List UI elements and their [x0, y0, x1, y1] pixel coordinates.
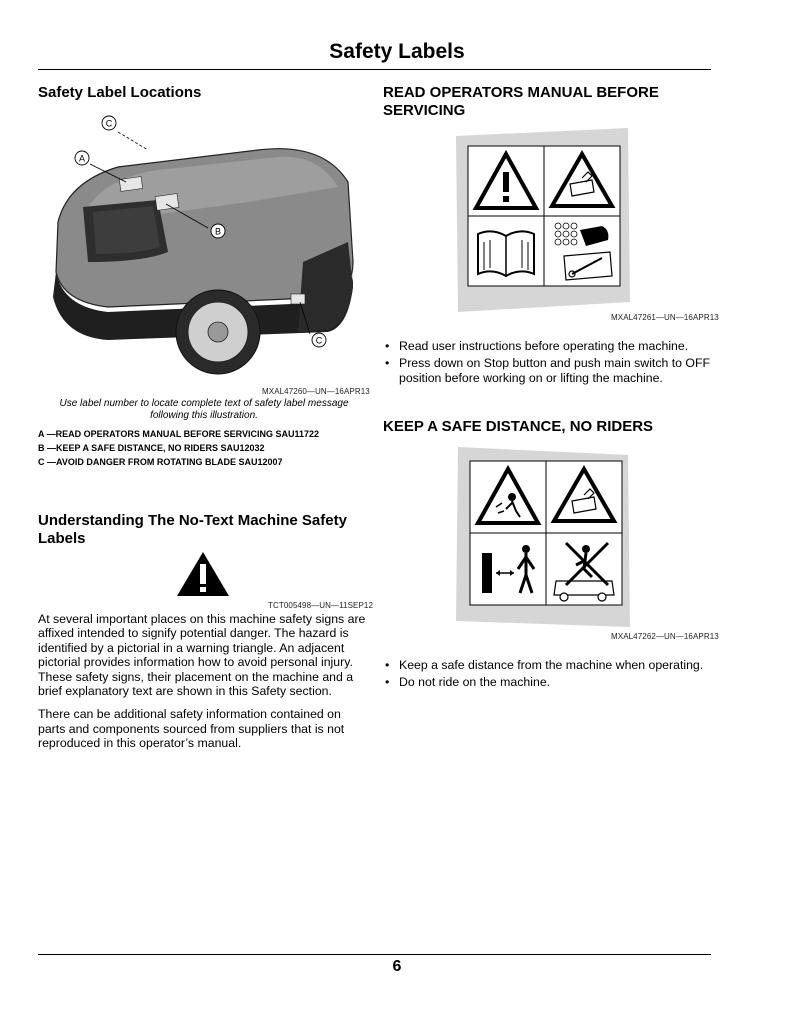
- figure-code-1: MXAL47260—UN—16APR13: [262, 387, 370, 396]
- legend-item-a: A —READ OPERATORS MANUAL BEFORE SERVICING SAU11722: [38, 429, 320, 439]
- callout-c-side-label: C: [315, 335, 323, 346]
- mower-illustration: [48, 112, 358, 387]
- safe-distance-bullet-1: • Keep a safe distance from the machine when operating.: [383, 658, 713, 673]
- label-legend: [38, 427, 368, 469]
- read-manual-bullets: [383, 339, 713, 388]
- page-title: Safety Labels: [329, 40, 465, 63]
- footer-rule: [38, 954, 711, 955]
- label-safe-distance-graphic: [452, 445, 632, 630]
- section-heading-safe-distance: KEEP A SAFE DISTANCE, NO RIDERS: [383, 418, 654, 435]
- figure-code-2: TCT005498—UN—11SEP12: [268, 601, 374, 610]
- safe-distance-bullets: [383, 658, 713, 692]
- section-heading-notext: Understanding The No-Text Machine Safety Labels: [38, 512, 347, 547]
- callout-c-label: C: [105, 118, 113, 129]
- figure-note: Use label number to locate complete text of safety label message following this illustration.: [59, 398, 349, 421]
- label-read-manual-graphic: [452, 126, 632, 316]
- legend-item-c: C —AVOID DANGER FROM ROTATING BLADE SAU12007: [38, 457, 283, 467]
- notext-body: [38, 612, 368, 760]
- section-heading-locations: Safety Label Locations: [38, 84, 202, 101]
- read-manual-bullet-2: • Press down on Stop button and push main switch to OFF position before working on or lifting the machine.: [383, 356, 713, 386]
- section-heading-read-manual: READ OPERATORS MANUAL BEFORE SERVICING: [383, 84, 659, 119]
- paragraph-1: At several important places on this machine safety signs are affixed intended to signify potential danger. The hazard is identified by a pictorial in a warning triangle. An adjacent pictorial provides information how to avoid personal injury. These safety signs, their placement on the machine and a brief explanatory text are shown in this Safety section.: [38, 612, 366, 699]
- callout-a-label: A: [78, 153, 86, 164]
- safe-distance-bullet-2: • Do not ride on the machine.: [383, 675, 713, 690]
- figure-code-3: MXAL47261—UN—16APR13: [611, 313, 719, 322]
- paragraph-2: There can be additional safety information contained on parts and components sourced from suppliers that is not reproduced in this operator’s manual.: [38, 707, 345, 751]
- callout-b-label: B: [214, 226, 222, 237]
- page-number: 6: [392, 958, 402, 975]
- legend-item-b: B —KEEP A SAFE DISTANCE, NO RIDERS SAU12032: [38, 443, 265, 453]
- figure-code-4: MXAL47262—UN—16APR13: [611, 632, 719, 641]
- header-rule: [38, 69, 711, 70]
- warning-triangle-icon: [175, 550, 231, 598]
- read-manual-bullet-1: • Read user instructions before operating the machine.: [383, 339, 713, 354]
